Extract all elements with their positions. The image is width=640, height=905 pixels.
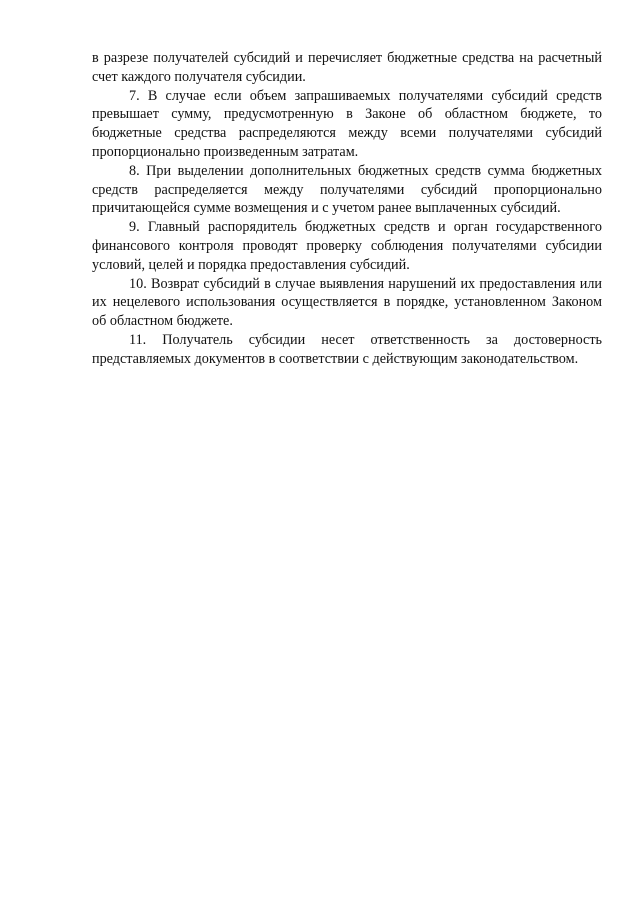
paragraph-8: 8. При выделении дополнительных бюджетных средств сумма бюджетных средств распределяется между получателями субсидий пропорционально причитающейся сумме возмещения и с учетом ранее выплаченных субсидий. — [92, 162, 602, 217]
paragraph-9: 9. Главный распорядитель бюджетных средств и орган государственного финансового контроля проводят проверку соблюдения получателями субсидии условий, целей и порядка предоставления субсидий. — [92, 219, 602, 273]
paragraph-11: 11. Получатель субсидии несет ответственность за достоверность представляемых документов в соответствии с действующим законодательством. — [92, 331, 602, 367]
document-body — [92, 49, 602, 369]
paragraph-10: 10. Возврат субсидий в случае выявления нарушений их предоставления или их нецелевого использования осуществляется в порядке, установленном Законом об областном бюджете. — [92, 275, 602, 330]
paragraph-continuation: в разрезе получателей субсидий и перечисляет бюджетные средства на расчетный счет каждого получателя субсидии. — [92, 50, 602, 85]
paragraph-7: 7. В случае если объем запрашиваемых получателями субсидий средств превышает сумму, предусмотренную в Законе об областном бюджете, то бюджетные средства распределяются между всеми получателями субсидий пропорционально произведенным затратам. — [92, 87, 602, 160]
